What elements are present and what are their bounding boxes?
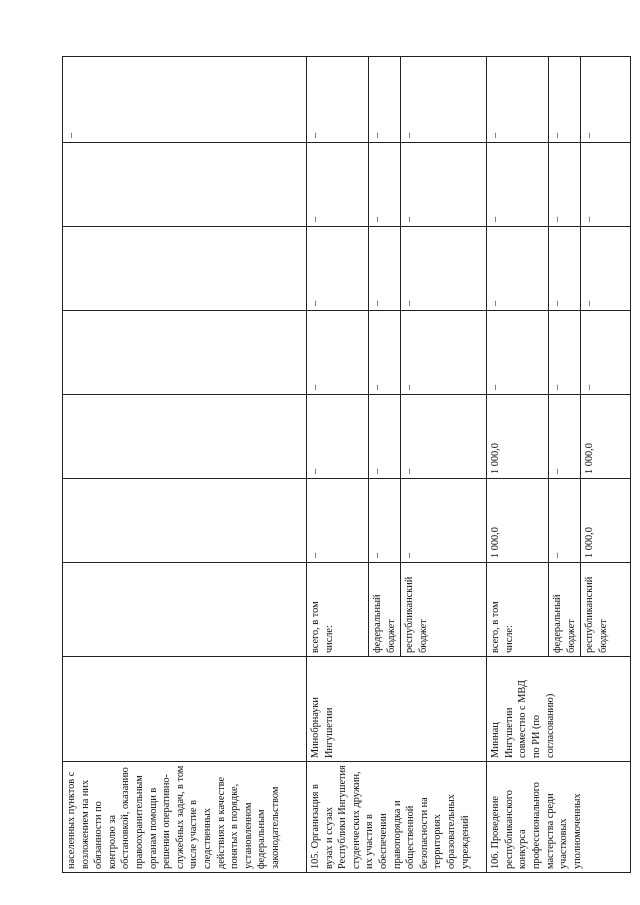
text-line: бюджет (565, 619, 577, 653)
value-cell: – (307, 311, 369, 395)
text-line: 106. Проведение (490, 796, 502, 869)
funding-source-cell (549, 563, 581, 657)
executor-cell (63, 657, 307, 762)
value-cell (63, 143, 307, 227)
text-line: профессионального (530, 782, 542, 869)
value-cell: – (369, 57, 401, 143)
value-cell: – (307, 143, 369, 227)
text-line: всего, в том (490, 601, 502, 653)
value-cell (63, 227, 307, 311)
text-line: республиканский (584, 576, 596, 653)
item-cell (307, 762, 487, 873)
value-cell: – (549, 479, 581, 563)
value-cell: – (401, 227, 487, 311)
value-cell: – (369, 479, 401, 563)
value-cell: – (369, 395, 401, 479)
table-row (487, 57, 549, 873)
text-line: республиканского (503, 790, 515, 869)
value-cell: – (63, 57, 307, 143)
text-line: учреждений (459, 815, 471, 869)
text-line: территориях (432, 814, 444, 869)
value-cell: – (401, 311, 487, 395)
funding-source-cell (369, 563, 401, 657)
text-line: населенных пунктов с (66, 771, 77, 869)
text-line: служебных задач, в том (174, 765, 186, 869)
text-line: следственных (201, 808, 213, 869)
text-line: уполномоченных (571, 793, 583, 869)
text-line: обеспечении (377, 813, 389, 869)
text-line: образовательных (445, 794, 457, 869)
item-cell (487, 762, 631, 873)
text-line: понятых в порядке, (229, 783, 241, 869)
text-line: Ингушетии (323, 707, 335, 758)
value-cell: – (487, 143, 549, 227)
value-cell: – (401, 143, 487, 227)
value-cell: – (581, 57, 631, 143)
text-line: конкурса (517, 829, 529, 869)
table-row (307, 57, 369, 873)
text-line: правоохранительным (133, 775, 145, 869)
text-line: обстановкой, оказанию (120, 767, 132, 869)
value-cell: – (307, 227, 369, 311)
text-line: федеральный (552, 594, 564, 653)
value-cell: – (307, 395, 369, 479)
value-cell: – (549, 227, 581, 311)
text-line: числе участие в (188, 799, 200, 869)
text-line: Ингушетии (503, 707, 515, 758)
text-line: их участия в (364, 814, 376, 869)
value-cell: – (307, 57, 369, 143)
text-line: обязанности по (93, 801, 105, 869)
value-cell: – (549, 143, 581, 227)
text-line: безопасности на (418, 797, 430, 869)
value-cell: 1 000,0 (487, 395, 549, 479)
value-cell: – (581, 311, 631, 395)
text-line: Республики Ингушетия (337, 765, 349, 869)
value-cell: – (401, 479, 487, 563)
value-cell (63, 311, 307, 395)
value-cell: – (487, 57, 549, 143)
text-line: мастерства среди (544, 793, 556, 869)
funding-source-cell (401, 563, 487, 657)
text-line: решении оперативно- (161, 774, 173, 869)
text-line: установленном (242, 802, 254, 869)
value-cell: – (581, 227, 631, 311)
text-line: Миннац (490, 722, 502, 758)
funding-source-cell (581, 563, 631, 657)
value-cell: – (487, 227, 549, 311)
text-line: федеральным (256, 809, 268, 869)
value-cell: – (581, 143, 631, 227)
text-line: бюджет (417, 619, 429, 653)
text-line: всего, в том (310, 601, 321, 653)
text-line: правопорядка и (391, 800, 403, 869)
table-body (63, 57, 631, 873)
value-cell (63, 395, 307, 479)
value-cell: – (549, 395, 581, 479)
text-line: бюджет (597, 619, 609, 653)
rotated-page (62, 57, 609, 873)
text-line: по РИ (по (530, 714, 542, 758)
text-line: числе: (503, 625, 515, 653)
value-cell: – (369, 311, 401, 395)
text-line: Минобрнауки (310, 697, 321, 758)
value-cell: – (549, 311, 581, 395)
text-line: органам помощи в (147, 787, 159, 869)
text-line: возложением на них (79, 779, 91, 869)
item-cell (63, 762, 307, 873)
value-cell: – (487, 311, 549, 395)
funding-source-cell (307, 563, 369, 657)
value-cell: 1 000,0 (581, 479, 631, 563)
value-cell: – (369, 143, 401, 227)
text-line: согласованию) (544, 693, 556, 758)
executor-cell (307, 657, 487, 762)
text-line: участковых (558, 818, 570, 869)
text-line: общественной (405, 805, 417, 869)
budget-table (62, 56, 631, 873)
executor-cell (487, 657, 631, 762)
text-line: 105. Организация в (310, 784, 321, 869)
value-cell: – (401, 395, 487, 479)
text-line: законодательством (269, 786, 281, 869)
table-row (63, 57, 307, 873)
text-line: вузах и ссузах (323, 806, 335, 869)
value-cell: – (401, 57, 487, 143)
text-line: контролю за (106, 815, 118, 869)
text-line: республиканский (404, 576, 416, 653)
value-cell: – (549, 57, 581, 143)
text-line: числе: (323, 625, 335, 653)
text-line: совместно с МВД (517, 680, 529, 758)
value-cell (63, 479, 307, 563)
funding-source-cell (63, 563, 307, 657)
text-line: студенческих дружин, (350, 771, 362, 869)
value-cell: 1 000,0 (487, 479, 549, 563)
value-cell: – (307, 479, 369, 563)
text-line: федеральный (372, 594, 383, 653)
text-line: бюджет (385, 619, 397, 653)
value-cell: – (369, 227, 401, 311)
funding-source-cell (487, 563, 549, 657)
text-line: действиях в качестве (215, 776, 227, 869)
value-cell: 1 000,0 (581, 395, 631, 479)
